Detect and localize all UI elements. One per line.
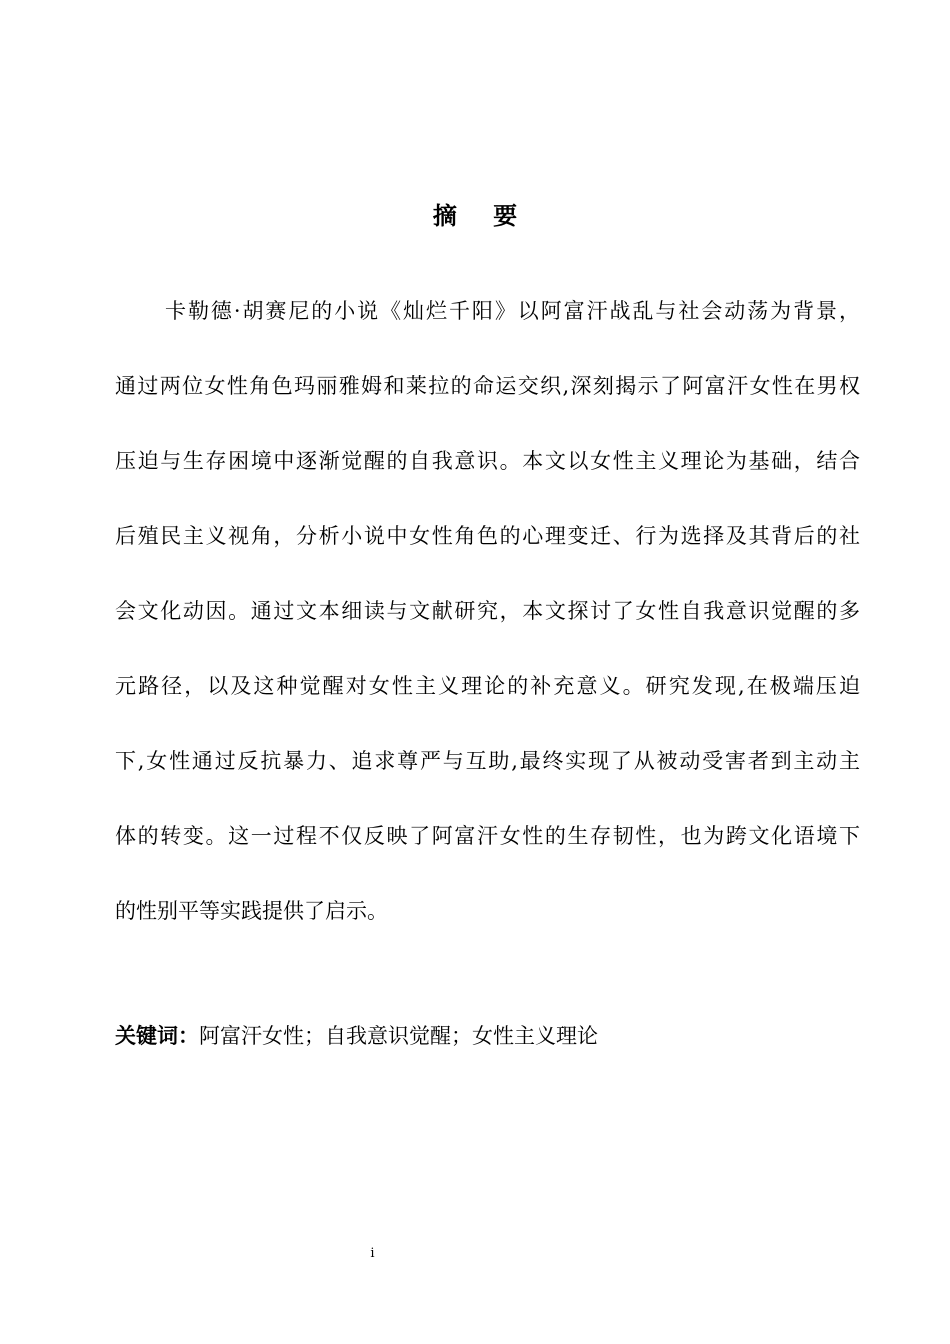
abstract-line-2: 通过两位女性角色玛丽雅姆和莱拉的命运交织,深刻揭示了阿富汗女性在男权 [115,374,860,398]
abstract-title: 摘 要 [432,202,532,230]
abstract-line-5: 会文化动因。通过文本细读与文献研究，本文探讨了女性自我意识觉醒的多 [115,599,860,623]
abstract-line-8: 体的转变。这一过程不仅反映了阿富汗女性的生存韧性，也为跨文化语境下 [115,824,860,848]
abstract-line-6: 元路径，以及这种觉醒对女性主义理论的补充意义。研究发现,在极端压迫 [115,674,860,698]
page-number: i [370,1246,375,1261]
abstract-line-1: 卡勒德·胡赛尼的小说《灿烂千阳》以阿富汗战乱与社会动荡为背景， [165,299,860,323]
keywords-value: 阿富汗女性；自我意识觉醒；女性主义理论 [199,1024,598,1048]
abstract-line-3: 压迫与生存困境中逐渐觉醒的自我意识。本文以女性主义理论为基础，结合 [115,449,860,473]
abstract-line-4: 后殖民主义视角，分析小说中女性角色的心理变迁、行为选择及其背后的社 [115,524,860,548]
abstract-line-9: 的性别平等实践提供了启示。 [115,899,388,923]
abstract-line-7: 下,女性通过反抗暴力、追求尊严与互助,最终实现了从被动受害者到主动主 [115,749,860,773]
keywords-label: 关键词： [115,1024,199,1048]
keywords [115,1022,860,1050]
